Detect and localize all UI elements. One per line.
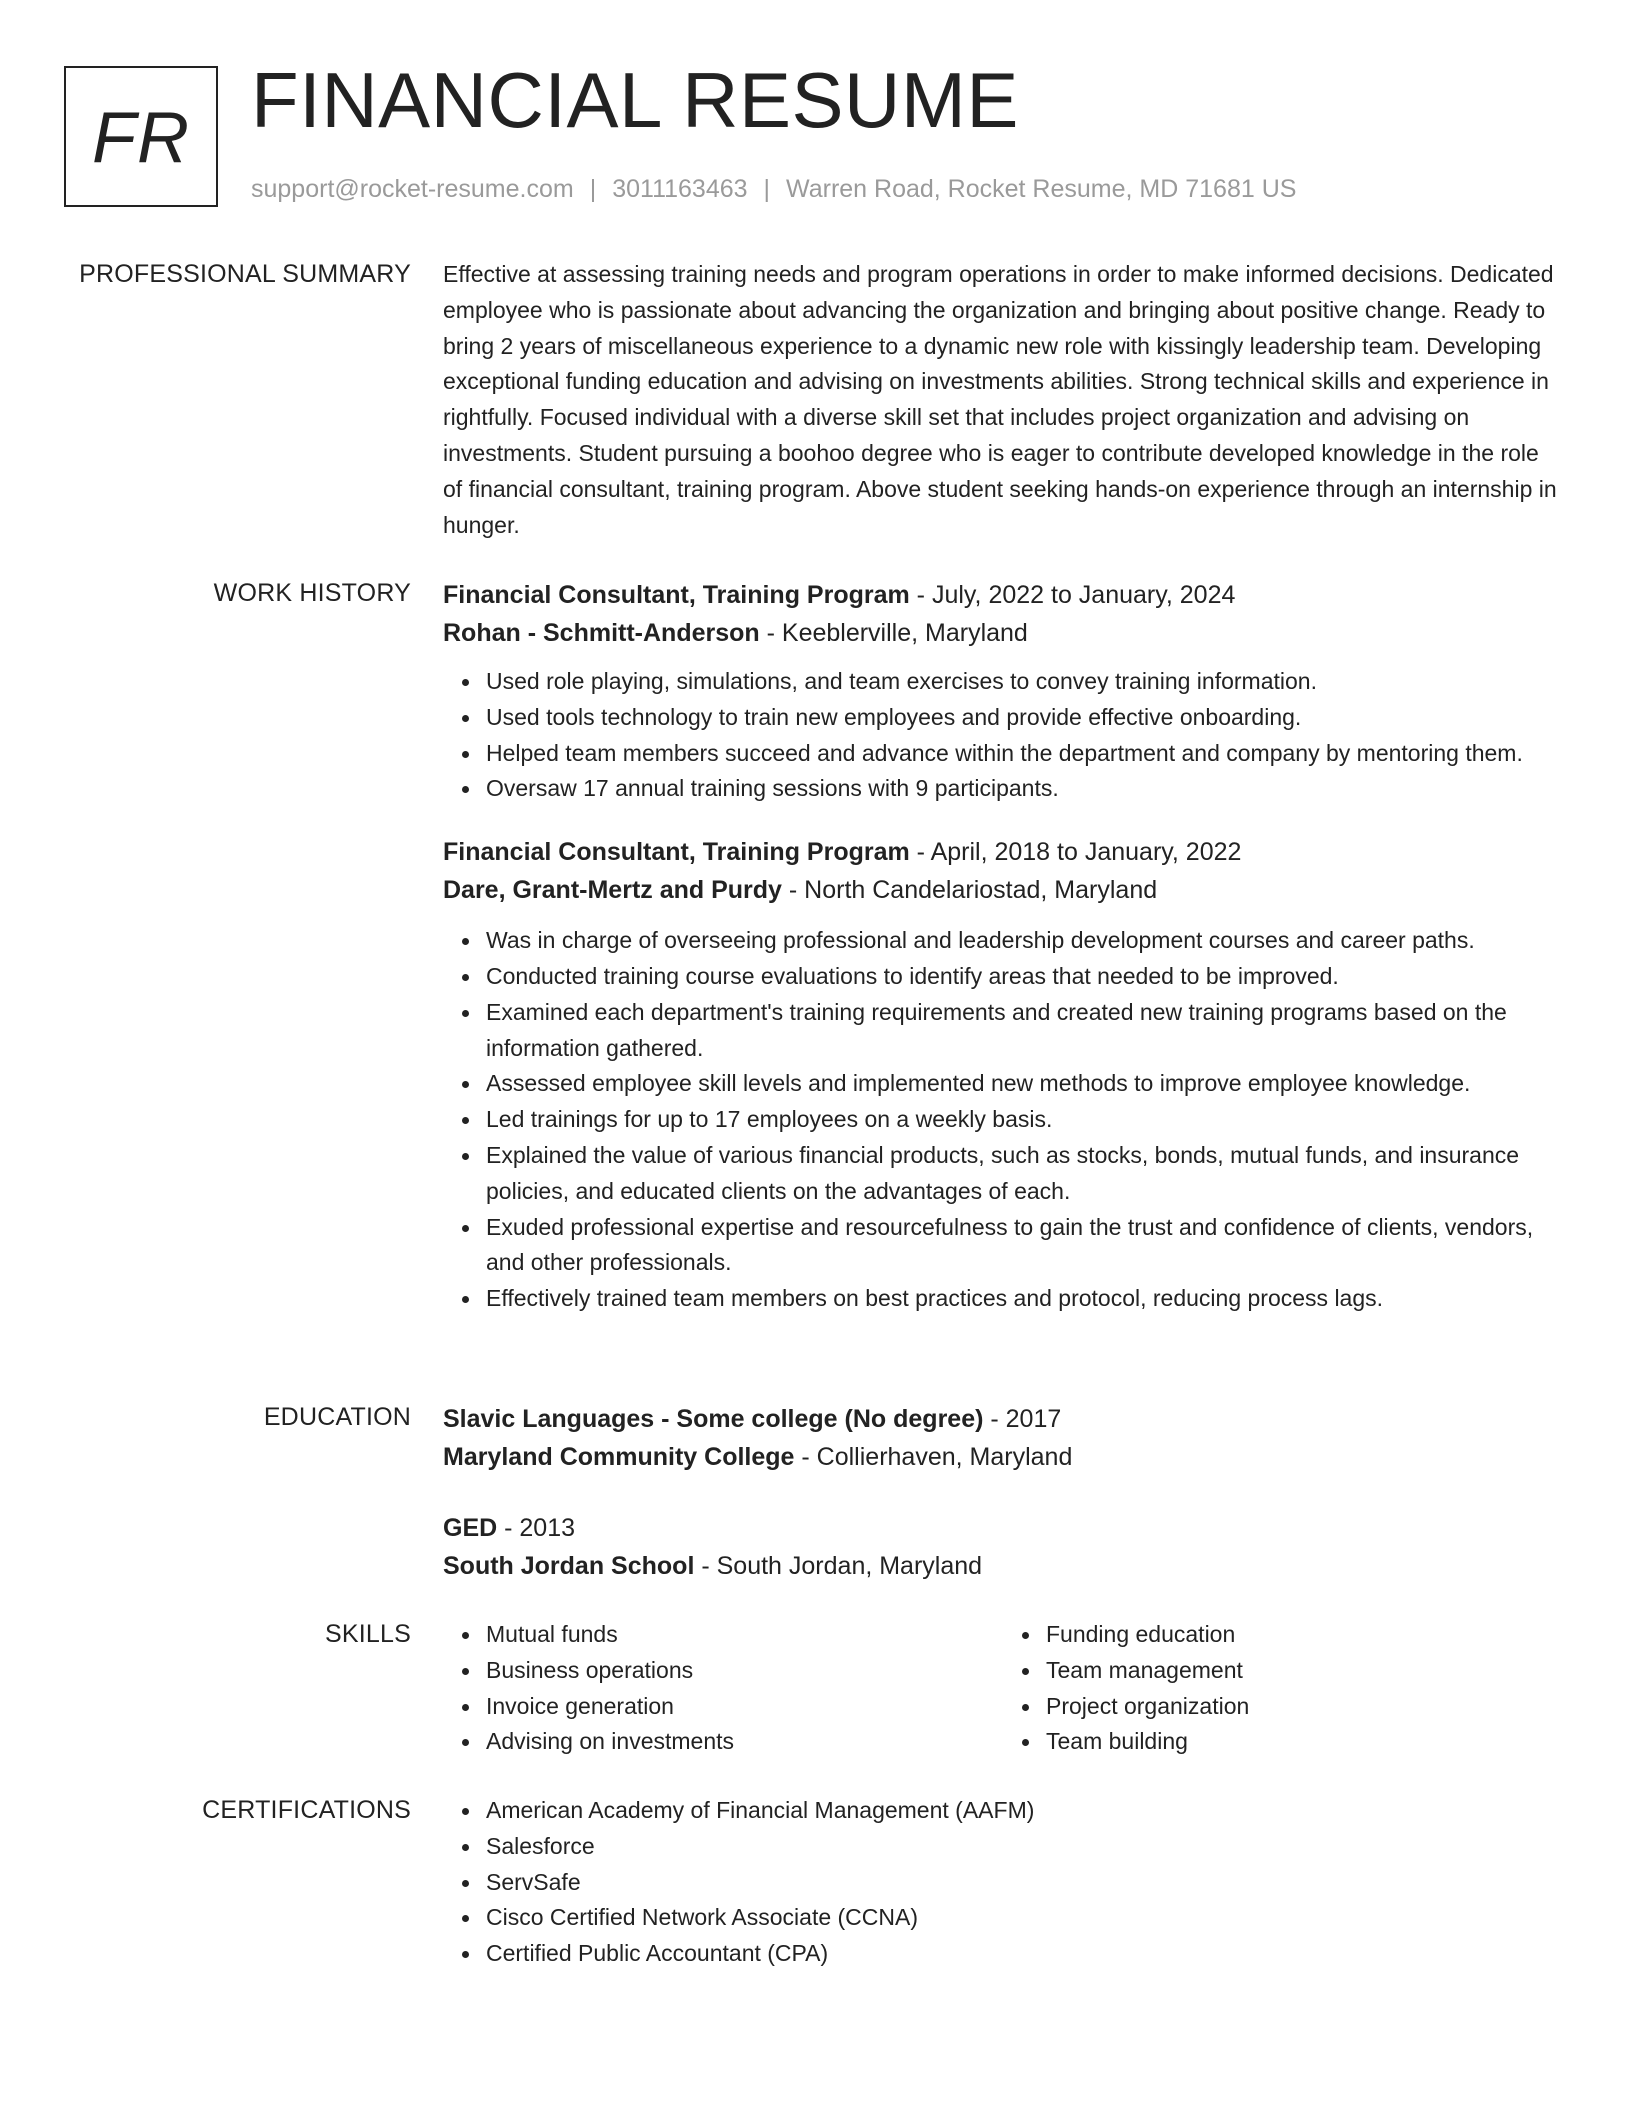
contact-separator: |: [589, 175, 597, 203]
skill-item: Team building: [1046, 1724, 1563, 1760]
job-role-line: [443, 833, 1563, 871]
section-title-certifications: CERTIFICATIONS: [202, 1796, 411, 1824]
job-company-line: [443, 871, 1563, 909]
job-bullets: [443, 923, 1563, 1317]
job-dates: - April, 2018 to January, 2022: [909, 838, 1242, 867]
education-degree-line: [443, 1400, 1563, 1438]
education-location: - Collierhaven, Maryland: [794, 1443, 1073, 1471]
education-location: - South Jordan, Maryland: [694, 1552, 983, 1580]
certification-item: American Academy of Financial Management (AAFM): [486, 1793, 1563, 1829]
job-bullet: Used tools technology to train new employees and provide effective onboarding.: [486, 700, 1563, 736]
job-bullet: Examined each department's training requirements and created new training programs based on the information gathered.: [486, 995, 1563, 1067]
skill-item: Mutual funds: [486, 1617, 1003, 1653]
contact-address: Warren Road, Rocket Resume, MD 71681 US: [786, 175, 1297, 203]
education-degree: GED: [443, 1514, 498, 1542]
monogram-box: [64, 66, 218, 207]
contact-phone: 3011163463: [612, 175, 748, 203]
job-role: Financial Consultant, Training Program: [443, 838, 910, 867]
job-bullet: Effectively trained team members on best practices and protocol, reducing process lags.: [486, 1281, 1563, 1317]
education-entry: [443, 1509, 1563, 1585]
education-year: - 2017: [983, 1405, 1062, 1433]
skill-item: Team management: [1046, 1653, 1563, 1689]
skill-item: Invoice generation: [486, 1689, 1003, 1725]
skill-item: Funding education: [1046, 1617, 1563, 1653]
education-body: [443, 1400, 1563, 1585]
job-company: Dare, Grant-Mertz and Purdy: [443, 876, 782, 905]
contact-email: support@rocket-resume.com: [251, 175, 574, 203]
job-bullet: Led trainings for up to 17 employees on a weekly basis.: [486, 1102, 1563, 1138]
education-year: - 2013: [497, 1514, 576, 1542]
summary-text: Effective at assessing training needs and program operations in order to make informed decisions. Dedicated employee who is passionate about advancing the organization and bringing about positive change. Ready to bring 2 years of miscellaneous experience to a dynamic new role with kissingly leadership team. Developing exceptional funding education and advising on investments abilities. Strong technical skills and experience in rightfully. Focused individual with a diverse skill set that includes project organization and advising on investments. Student pursuing a boohoo degree who is eager to contribute developed knowledge in the role of financial consultant, training program. Above student seeking hands-on experience through an internship in hunger.: [443, 261, 1557, 538]
job-role: Financial Consultant, Training Program: [443, 581, 910, 609]
contact-separator: |: [763, 175, 771, 203]
job-bullet: Explained the value of various financial products, such as stocks, bonds, mutual funds, and insurance policies, and educated clients on the advantages of each.: [486, 1138, 1563, 1210]
job-bullet: Oversaw 17 annual training sessions with 9 participants.: [486, 771, 1563, 807]
skills-body: [443, 1617, 1563, 1760]
contact-line: [251, 174, 1296, 204]
job-role-line: [443, 576, 1563, 614]
skill-item: Project organization: [1046, 1689, 1563, 1725]
skill-item: Advising on investments: [486, 1724, 1003, 1760]
job-bullet: Helped team members succeed and advance within the department and company by mentoring them.: [486, 736, 1563, 772]
summary-body: [443, 257, 1563, 543]
job-dates: - July, 2022 to January, 2024: [909, 581, 1236, 609]
skills-list-right: [1003, 1617, 1563, 1760]
section-title-skills: SKILLS: [325, 1620, 411, 1648]
education-school: Maryland Community College: [443, 1443, 795, 1471]
certification-item: Certified Public Accountant (CPA): [486, 1936, 1563, 1972]
section-title-education: EDUCATION: [263, 1403, 411, 1431]
education-school-line: [443, 1547, 1563, 1585]
certification-item: Cisco Certified Network Associate (CCNA): [486, 1900, 1563, 1936]
skills-list-left: [443, 1617, 1003, 1760]
monogram-initials: FR: [92, 97, 190, 178]
job-bullet: Exuded professional expertise and resourcefulness to gain the trust and confidence of clients, vendors, and other professionals.: [486, 1210, 1563, 1282]
education-school: South Jordan School: [443, 1552, 695, 1580]
certifications-list: [443, 1793, 1563, 1972]
certification-item: Salesforce: [486, 1829, 1563, 1865]
section-title-work: WORK HISTORY: [213, 579, 411, 607]
education-degree: Slavic Languages - Some college (No degree): [443, 1405, 984, 1433]
education-entry: [443, 1400, 1563, 1476]
job-location: - Keeblerville, Maryland: [759, 619, 1028, 647]
section-title-summary: PROFESSIONAL SUMMARY: [79, 260, 411, 288]
job-bullet: Assessed employee skill levels and implemented new methods to improve employee knowledge.: [486, 1066, 1563, 1102]
job-bullet: Was in charge of overseeing professional and leadership development courses and career paths.: [486, 923, 1563, 959]
education-degree-line: [443, 1509, 1563, 1547]
job-bullets: [443, 664, 1563, 807]
work-body: [443, 576, 1563, 1317]
job-entry: [443, 576, 1563, 807]
job-location: - North Candelariostad, Maryland: [781, 876, 1158, 905]
education-school-line: [443, 1438, 1563, 1476]
job-company: Rohan - Schmitt-Anderson: [443, 619, 760, 647]
job-company-line: [443, 614, 1563, 652]
certification-item: ServSafe: [486, 1865, 1563, 1901]
resume-name: FINANCIAL RESUME: [251, 56, 1019, 144]
job-entry: [443, 833, 1563, 1317]
skill-item: Business operations: [486, 1653, 1003, 1689]
job-bullet: Conducted training course evaluations to identify areas that needed to be improved.: [486, 959, 1563, 995]
job-bullet: Used role playing, simulations, and team exercises to convey training information.: [486, 664, 1563, 700]
certifications-body: [443, 1793, 1563, 1972]
